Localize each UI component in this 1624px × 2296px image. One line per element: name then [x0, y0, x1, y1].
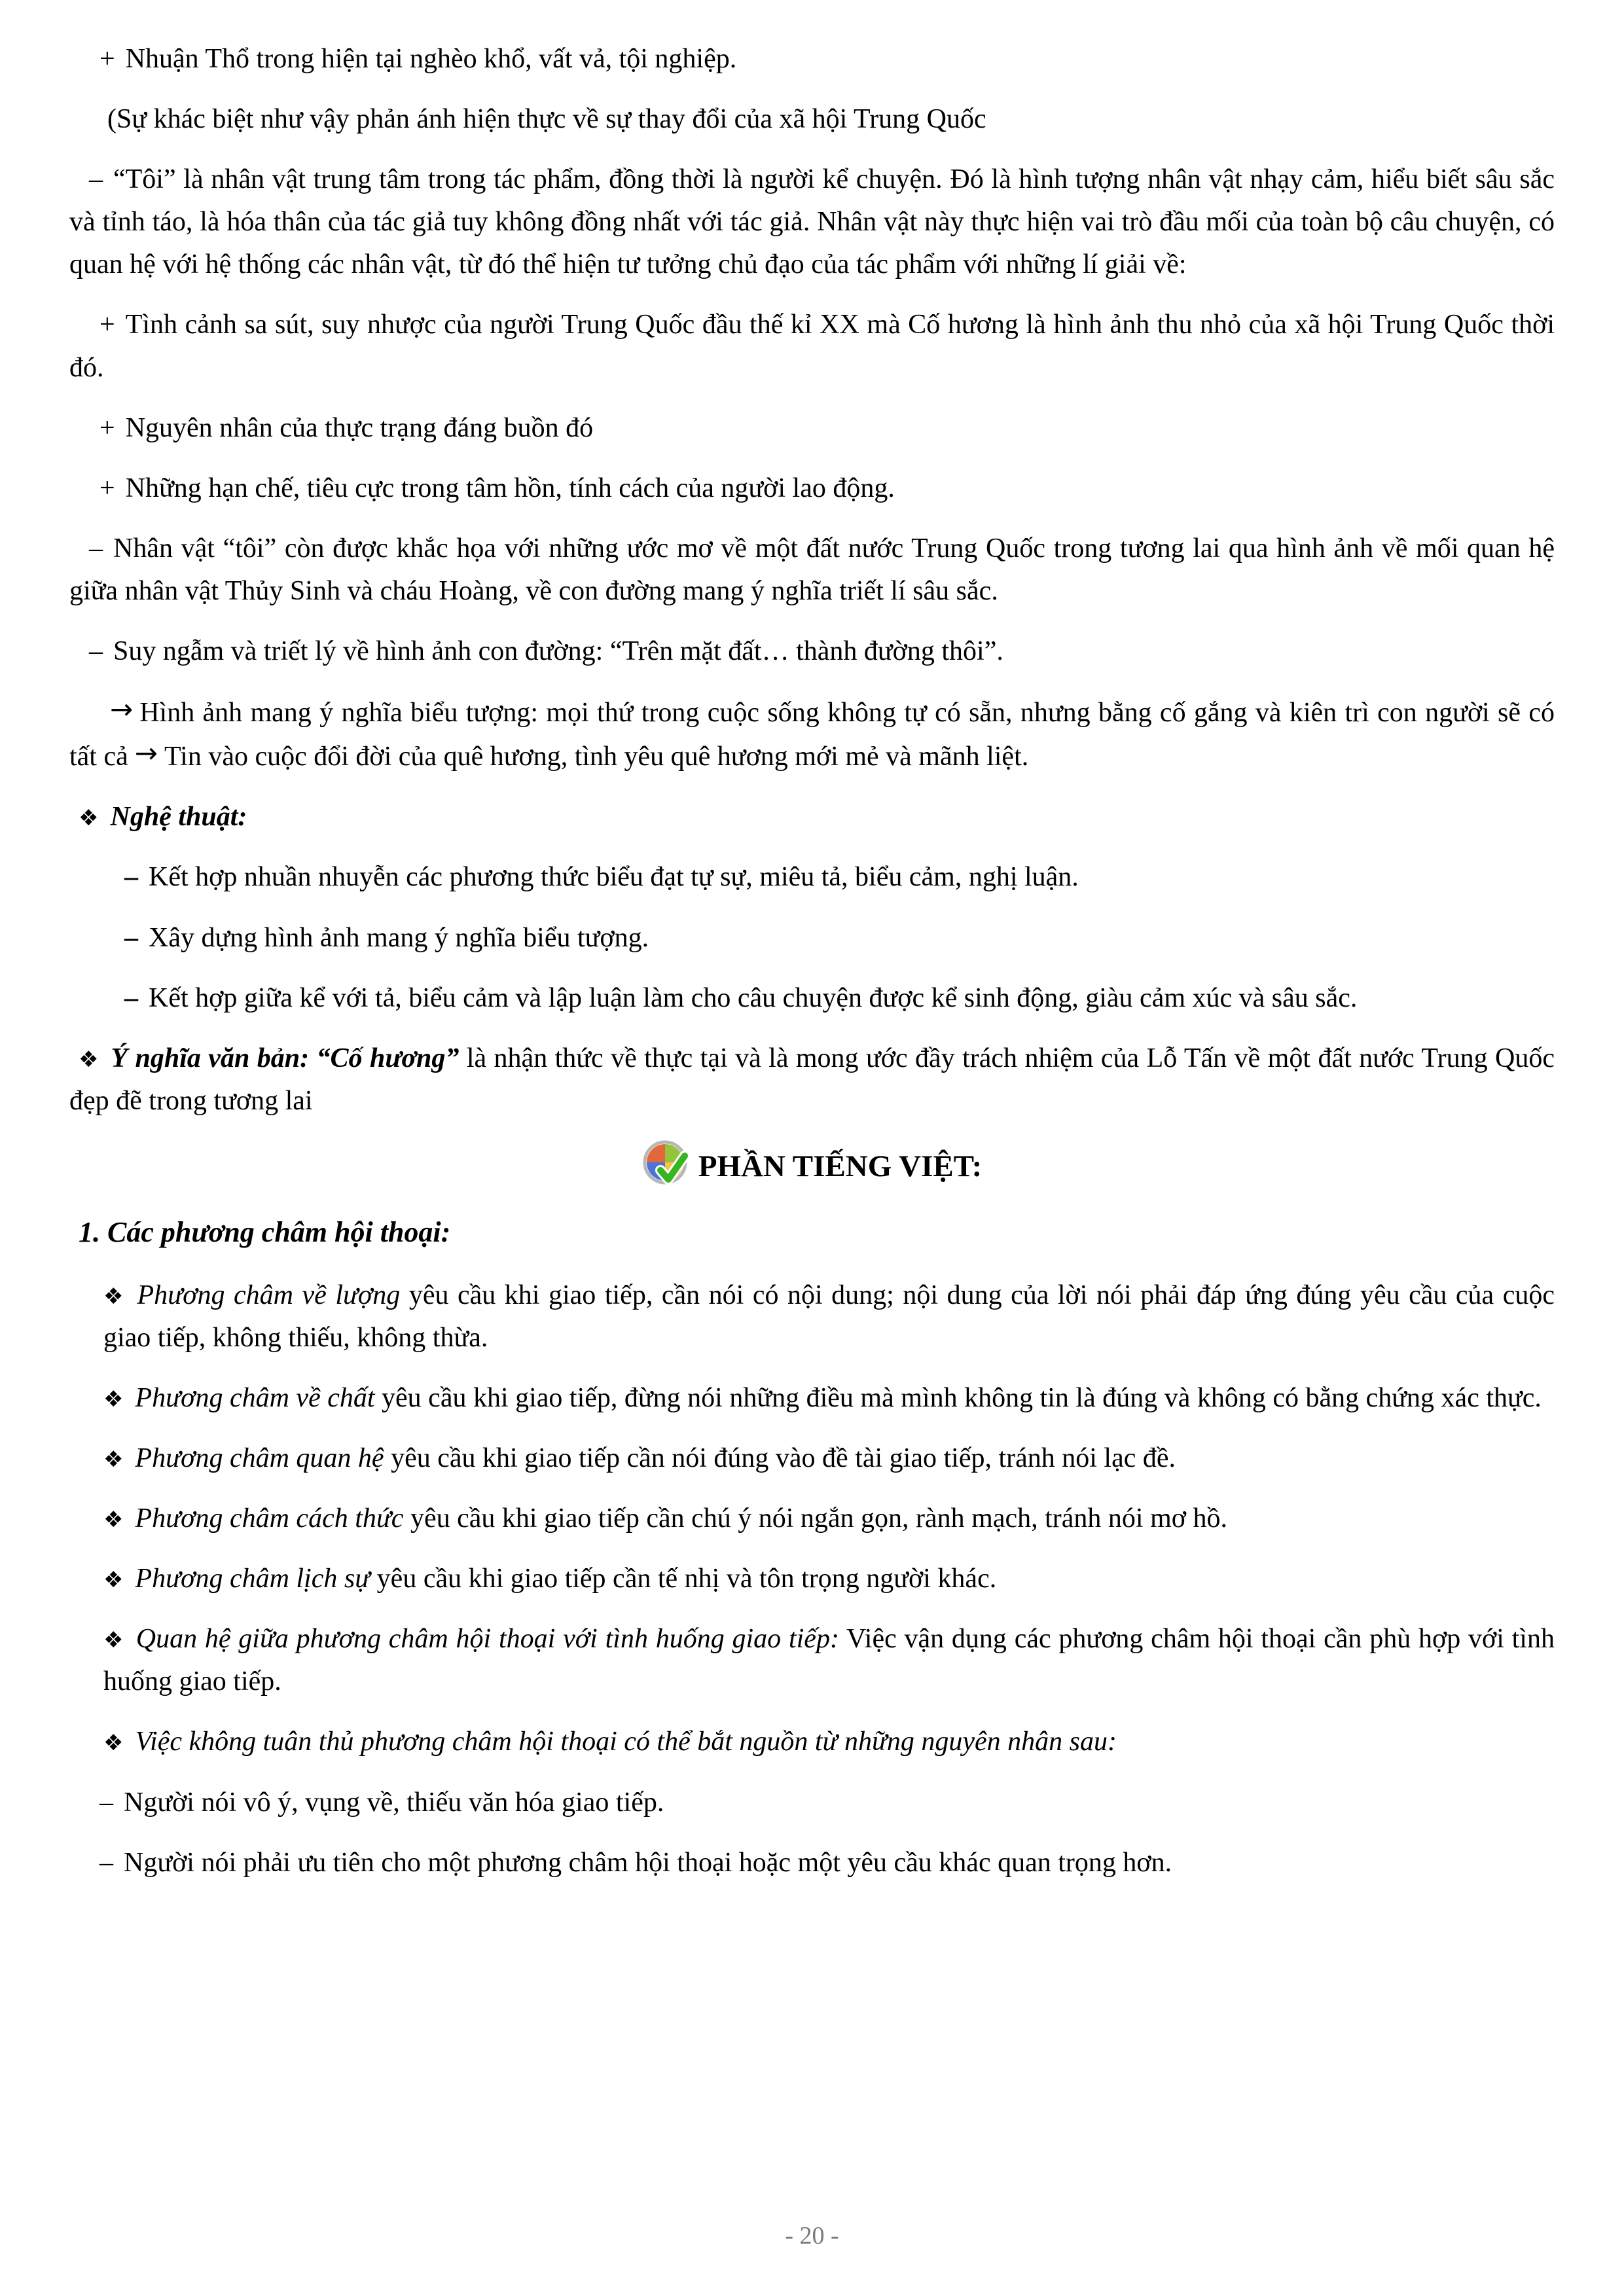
- diamond-bullet-icon: ❖: [103, 1730, 124, 1757]
- item-text: Việc vận dụng các phương châm hội thoại cần phù hợp với tình huống giao tiếp.: [103, 1624, 1555, 1697]
- work-title: “Cố hương”: [316, 1043, 460, 1073]
- list-item: [103, 1377, 1555, 1420]
- diamond-bullet-icon: ❖: [103, 1567, 124, 1594]
- item-text: yêu cầu khi giao tiếp cần nói đúng vào đề tài giao tiếp, tránh nói lạc đề.: [391, 1443, 1176, 1473]
- paragraph-text: (Sự khác biệt như vậy phản ánh hiện thực về sự thay đổi của xã hội Trung Quốc: [107, 104, 986, 135]
- diamond-bullet-icon: ❖: [79, 1046, 99, 1073]
- item-text: Kết hợp nhuần nhuyễn các phương thức biểu đạt tự sự, miêu tả, biểu cảm, nghị luận.: [149, 862, 1079, 893]
- list-item: [69, 977, 1555, 1020]
- item-lead: Phương châm lịch sự: [135, 1564, 370, 1594]
- diamond-bullet-icon: ❖: [103, 1283, 126, 1310]
- icon-quadrant-top-left: [647, 1144, 665, 1162]
- list-item: [103, 1618, 1555, 1703]
- item-text: yêu cầu khi giao tiếp cần tế nhị và tôn trọng người khác.: [376, 1564, 997, 1594]
- dash-bullet-icon: –: [124, 862, 138, 893]
- paragraph: [69, 528, 1555, 613]
- heading-label: Ý nghĩa văn bản:: [111, 1043, 310, 1073]
- item-text: Kết hợp giữa kể với tả, biểu cảm và lập luận làm cho câu chuyện được kể sinh động, giàu cảm xúc và sâu sắc.: [149, 982, 1358, 1013]
- paragraph-text: Tin vào cuộc đổi đời của quê hương, tình yêu quê hương mới mẻ và mãnh liệt.: [164, 742, 1029, 772]
- dash-bullet-icon: –: [124, 982, 138, 1013]
- item-text: yêu cầu khi giao tiếp cần chú ý nói ngắn gọn, rành mạch, tránh nói mơ hồ.: [410, 1503, 1227, 1534]
- paragraph: [69, 1037, 1555, 1122]
- paragraph: [69, 98, 1555, 141]
- list-item: [69, 1842, 1555, 1884]
- section-heading: [69, 1140, 1555, 1191]
- paragraph: [69, 630, 1555, 673]
- dash-bullet-icon: –: [99, 1787, 113, 1818]
- paragraph-text: Nguyên nhân của thực trạng đáng buồn đó: [125, 412, 594, 443]
- paragraph-text: Suy ngẫm và triết lý về hình ảnh con đường: “Trên mặt đất… thành đường thôi”.: [113, 636, 1003, 667]
- heading-text: 1. Các phương châm hội thoại:: [79, 1215, 451, 1248]
- list-item: [103, 1558, 1555, 1600]
- dash-bullet-icon: –: [89, 636, 103, 667]
- paragraph: [69, 158, 1555, 286]
- paragraph-text: Những hạn chế, tiêu cực trong tâm hồn, tính cách của người lao động.: [125, 473, 895, 503]
- arrow-icon: →: [134, 737, 158, 770]
- arrow-icon: →: [110, 693, 134, 726]
- item-text: yêu cầu khi giao tiếp, đừng nói những điều mà mình không tin là đúng và không có bằng chứng xác thực.: [382, 1382, 1542, 1413]
- page-number: - 20 -: [785, 2222, 839, 2250]
- paragraph-text: Nhuận Thổ trong hiện tại nghèo khổ, vất vả, tội nghiệp.: [125, 44, 737, 74]
- list-item: [103, 1274, 1555, 1359]
- paragraph: [69, 304, 1555, 389]
- paragraph: [69, 691, 1555, 778]
- list-item: [103, 1498, 1555, 1540]
- section-heading-text: PHẦN TIẾNG VIỆT:: [698, 1149, 983, 1183]
- heading-label: Nghệ thuật:: [110, 802, 247, 833]
- colored-globe-check-icon: [642, 1140, 689, 1187]
- item-lead: Phương châm về lượng: [137, 1280, 401, 1310]
- paragraph-text: Hình ảnh mang ý nghĩa biểu tượng: mọi thứ trong cuộc sống không tự có sẵn, nhưng bằng cố gắng và kiên trì con người sẽ có tất cả: [69, 698, 1555, 772]
- paragraph-text: Tình cảnh sa sút, suy nhược của người Trung Quốc đầu thế kỉ XX mà Cố hương là hình ảnh thu nhỏ của xã hội Trung Quốc thời đó.: [69, 310, 1555, 383]
- list-item: [69, 917, 1555, 960]
- paragraph-text: “Tôi” là nhân vật trung tâm trong tác phẩm, đồng thời là người kể chuyện. Đó là hình tượng nhân vật nhạy cảm, hiểu biết sâu sắc và tỉnh táo, là hóa thân của tác giả tuy không đồng nhất với tác giả. Nhân vật này thực hiện vai trò đầu mối của toàn bộ câu chuyện, có quan hệ với hệ thống các nhân vật, từ đó thể hiện tư tưởng chủ đạo của tác phẩm với những lí giải về:: [69, 164, 1555, 280]
- paragraph-text: là nhận thức về thực tại và là mong ước đầy trách nhiệm của Lỗ Tấn về một đất nước Trung Quốc đẹp đẽ trong tương lai: [69, 1043, 1555, 1116]
- dash-bullet-icon: –: [124, 922, 138, 953]
- dash-bullet-icon: –: [89, 533, 103, 564]
- plus-bullet-icon: +: [99, 310, 115, 340]
- list-item: [69, 1782, 1555, 1824]
- item-lead: Phương châm cách thức: [135, 1503, 404, 1534]
- list-item: [103, 1437, 1555, 1480]
- item-text: yêu cầu khi giao tiếp, cần nói có nội dung; nội dung của lời nói phải đáp ứng đúng yêu cầu của cuộc giao tiếp, không thiếu, không thừa.: [103, 1280, 1555, 1353]
- diamond-bullet-icon: ❖: [103, 1386, 124, 1412]
- item-lead: Quan hệ giữa phương châm hội thoại với tình huống giao tiếp:: [135, 1624, 839, 1655]
- paragraph: [69, 407, 1555, 450]
- item-lead: Phương châm quan hệ: [135, 1443, 384, 1473]
- diamond-bullet-icon: ❖: [103, 1507, 124, 1534]
- dash-bullet-icon: –: [99, 1847, 113, 1878]
- paragraph: [69, 467, 1555, 510]
- list-item: [69, 856, 1555, 899]
- diamond-bullet-icon: ❖: [103, 1627, 124, 1654]
- plus-bullet-icon: +: [99, 412, 115, 443]
- item-text: Người nói vô ý, vụng về, thiếu văn hóa giao tiếp.: [124, 1787, 664, 1818]
- diamond-bullet-icon: ❖: [79, 805, 99, 832]
- item-text: Xây dựng hình ảnh mang ý nghĩa biểu tượng.: [149, 922, 649, 953]
- item-text: Người nói phải ưu tiên cho một phương châm hội thoại hoặc một yêu cầu khác quan trọng hơn.: [124, 1847, 1172, 1878]
- numbered-heading: [69, 1210, 1555, 1255]
- list-item: [103, 1721, 1555, 1763]
- plus-bullet-icon: +: [99, 44, 115, 74]
- subsection-heading: [69, 796, 1555, 838]
- plus-bullet-icon: +: [99, 473, 115, 503]
- paragraph: [69, 38, 1555, 81]
- paragraph-text: Nhân vật “tôi” còn được khắc họa với những ước mơ về một đất nước Trung Quốc trong tương lai qua hình ảnh về mối quan hệ giữa nhân vật Thủy Sinh và cháu Hoàng, về con đường mang ý nghĩa triết lí sâu sắc.: [69, 533, 1555, 606]
- item-lead: Phương châm về chất: [135, 1382, 375, 1413]
- dash-bullet-icon: –: [89, 164, 103, 195]
- diamond-bullet-icon: ❖: [103, 1446, 124, 1473]
- item-lead: Việc không tuân thủ phương châm hội thoại có thể bắt nguồn từ những nguyên nhân sau:: [135, 1727, 1117, 1757]
